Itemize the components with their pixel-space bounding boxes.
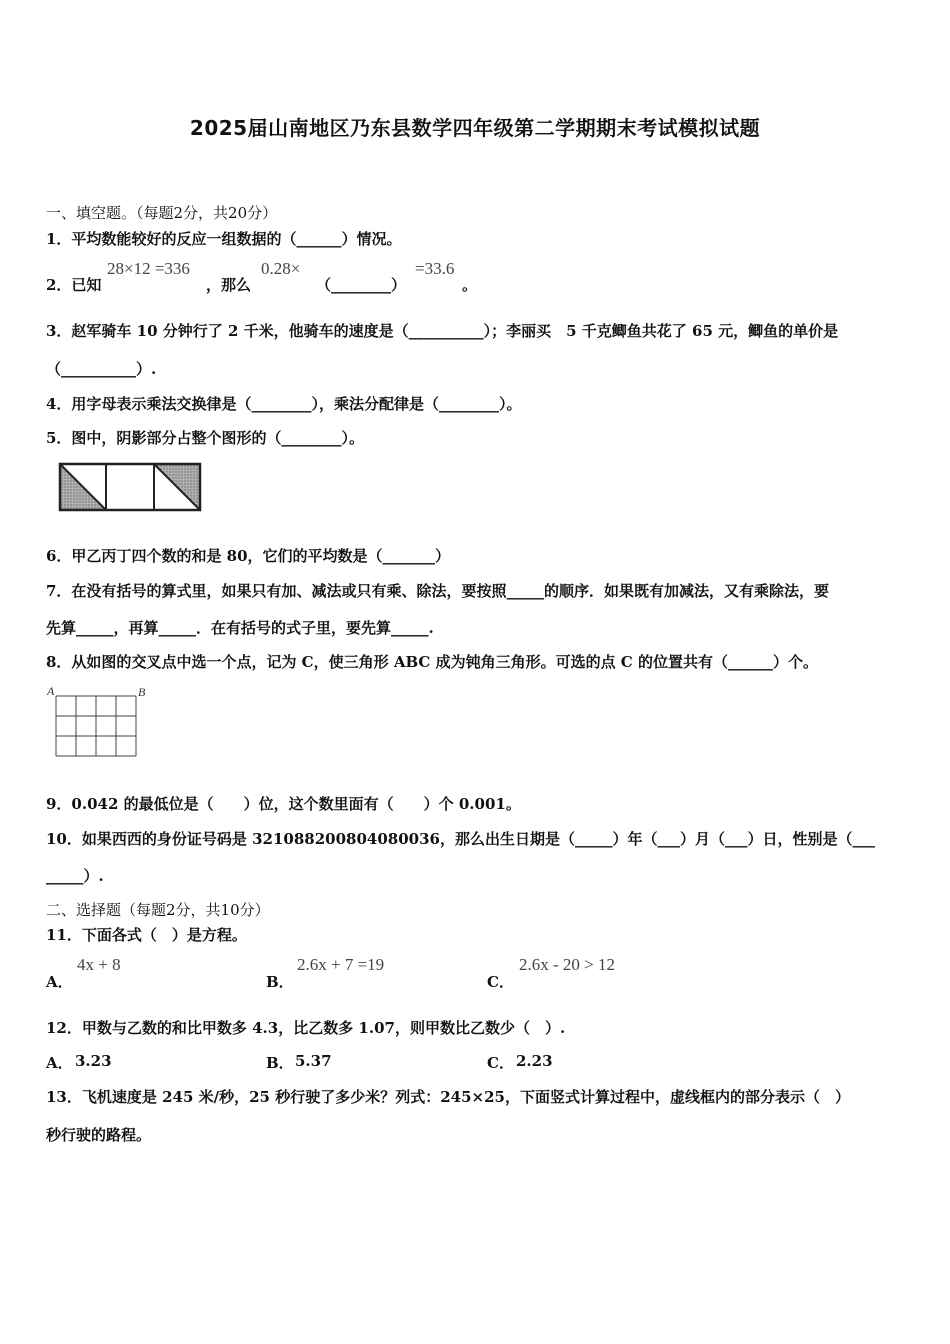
question-12-option-a-label: A． [46, 1054, 73, 1072]
point-a-label: A [47, 684, 55, 698]
question-8: 8．从如图的交叉点中选一个点，记为 C，使三角形 ABC 成为钝角三角形。可选的点 C 的位置共有（______）个。 [46, 653, 818, 671]
question-2-mid: ，那么 [206, 276, 252, 294]
question-2-math-2: 0.28× [261, 259, 301, 278]
question-12-option-c-value: 2.23 [516, 1052, 553, 1070]
question-4: 4．用字母表示乘法交换律是（________），乘法分配律是（________）。 [46, 395, 522, 413]
question-6: 6．甲乙丙丁四个数的和是 80，它们的平均数是（_______） [46, 547, 451, 565]
question-2-prefix: 2．已知 [46, 276, 102, 294]
page-title: 2025届山南地区乃东县数学四年级第二学期期末考试模拟试题 [189, 116, 761, 140]
question-11-option-b-math: 2.6x + 7 =19 [297, 955, 385, 974]
point-b-label: B [138, 685, 146, 699]
question-12-option-c-label: C． [487, 1054, 514, 1072]
question-11: 11．下面各式（ ）是方程。 [46, 926, 247, 944]
question-13-line-2: 秒行驶的路程。 [46, 1126, 152, 1144]
question-12-option-b-value: 5.37 [295, 1052, 332, 1070]
grid-lines [56, 696, 136, 756]
question-3-line-1: 3．赵军骑车 10 分钟行了 2 千米，他骑车的速度是（__________）；李丽买 5 千克鲫鱼共花了 65 元，鲫鱼的单价是 [46, 322, 839, 340]
question-11-option-c-label: C． [487, 973, 514, 991]
question-12-option-a-value: 3.23 [75, 1052, 112, 1070]
question-7-line-2: 先算_____，再算_____．在有括号的式子里，要先算_____. [46, 619, 434, 637]
question-2-suffix: 。 [462, 276, 478, 294]
question-7-line-1: 7．在没有括号的算式里，如果只有加、减法或只有乘、除法，要按照_____的顺序．如果既有加减法，又有乘除法，要 [46, 582, 829, 600]
question-11-option-b-label: B． [266, 973, 294, 991]
question-10-line-2: _____）. [46, 867, 104, 885]
section-2-heading: 二、选择题（每题2分，共10分） [46, 901, 270, 919]
question-2-math-1: 28×12 =336 [107, 259, 190, 278]
question-5-figure [58, 462, 204, 514]
question-11-option-a-math: 4x + 8 [77, 955, 121, 974]
question-2-math-3: =33.6 [415, 259, 455, 278]
question-1: 1．平均数能较好的反应一组数据的（______）情况。 [46, 230, 402, 248]
question-10-line-1: 10．如果西西的身份证号码是 321088200804080036，那么出生日期是（_____）年（___）月（___）日，性别是（___ [46, 830, 875, 848]
question-13-line-1: 13．飞机速度是 245 米/秒，25 秒行驶了多少米？列式：245×25，下面竖式计算过程中，虚线框内的部分表示（ ） [46, 1088, 850, 1106]
question-5: 5．图中，阴影部分占整个图形的（________）。 [46, 429, 364, 447]
question-3-line-2: （__________）. [46, 360, 157, 378]
question-11-option-a-label: A． [46, 973, 73, 991]
question-8-grid-figure [44, 683, 154, 761]
section-1-heading: 一、填空题。（每题2分，共20分） [46, 204, 278, 222]
question-11-option-c-math: 2.6x - 20 > 12 [519, 955, 615, 974]
question-12-option-b-label: B． [266, 1054, 294, 1072]
question-2-blank: （________） [316, 276, 407, 294]
question-9: 9．0.042 的最低位是（ ）位，这个数里面有（ ）个 0.001。 [46, 795, 521, 813]
question-12: 12．甲数与乙数的和比甲数多 4.3，比乙数多 1.07，则甲数比乙数少（ ）. [46, 1019, 566, 1037]
